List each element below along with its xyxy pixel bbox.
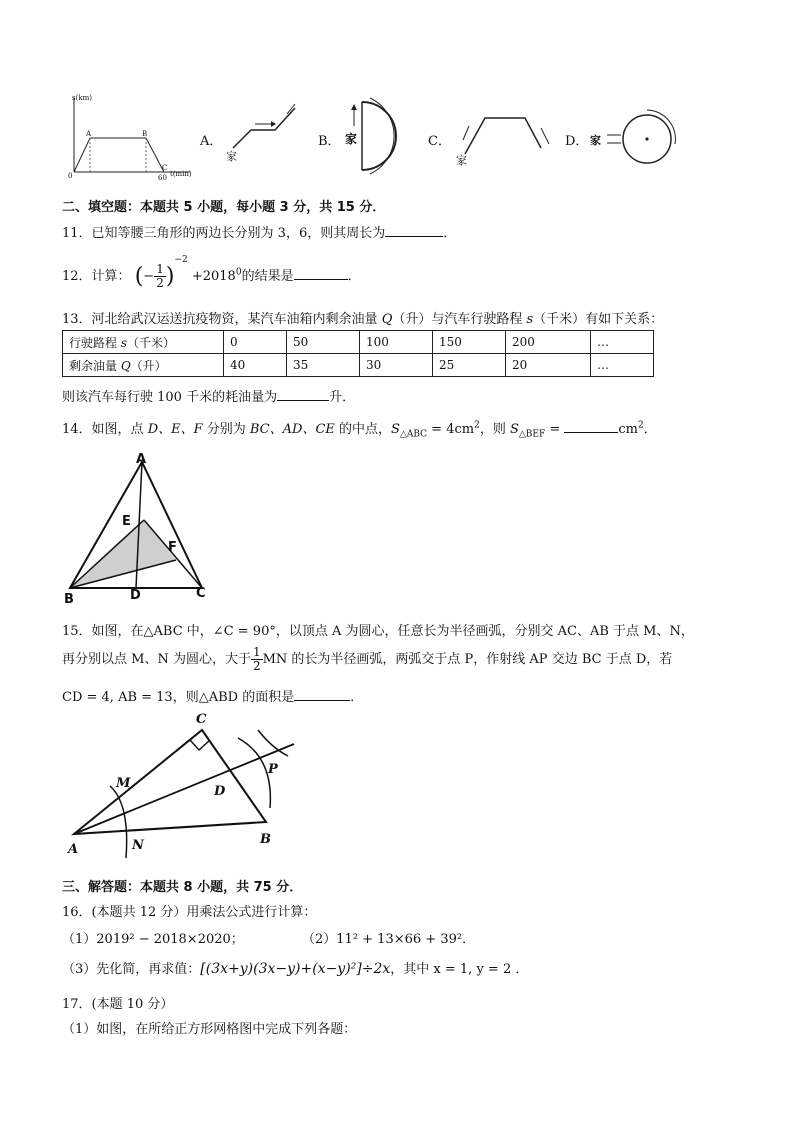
- question-12: 12．计算： (− $\frac{1}{2}$ )$^{-2} +2018^0$的结果是 ．: [62, 255, 361, 290]
- q14-label-f: F: [168, 540, 177, 555]
- option-d-circle-figure: [605, 108, 685, 170]
- section-3-heading: 三、解答题：本题共 8 小题，共 75 分．: [62, 880, 303, 895]
- q15-label-m: M: [116, 776, 131, 791]
- q16-expression: [(3x+y)(3x−y)+(x−y)²]÷2x: [200, 961, 391, 977]
- q15-answer-blank[interactable]: [294, 688, 350, 701]
- q13-text-c: （千米）有如下关系：: [533, 312, 664, 327]
- graph-y-label: s(km): [72, 94, 92, 102]
- q15-fraction: $\frac{1}{2}$: [252, 645, 261, 673]
- table-cell: 0: [224, 331, 287, 354]
- question-16-title: 16．(本题共 12 分）用乘法公式进行计算：: [62, 905, 317, 920]
- q14-label-e: E: [122, 514, 131, 529]
- q11-text: 11．已知等腰三角形的两边长分别为 3，6，则其周长为: [62, 226, 386, 241]
- q12-end: ．: [347, 269, 361, 284]
- table-cell: 30: [360, 354, 433, 377]
- q13-var-s: s: [526, 312, 534, 327]
- table-cell: 100: [360, 331, 433, 354]
- table-row: [63, 354, 654, 377]
- question-16-part1: （1）2019² − 2018×2020；: [62, 932, 244, 947]
- question-17-title: 17．(本题 10 分）: [62, 997, 174, 1012]
- table-cell: 行驶路程 s（千米）: [63, 331, 224, 354]
- table-cell: 150: [433, 331, 506, 354]
- option-b-label: B．: [318, 134, 341, 149]
- option-c-path-figure: [455, 110, 555, 160]
- q12-prefix: 12．计算：: [62, 269, 131, 284]
- option-d-home: 家: [590, 134, 601, 147]
- option-b-home: 家: [345, 132, 358, 146]
- q12-minus: −: [143, 269, 155, 284]
- q14-label-b: B: [64, 592, 74, 607]
- question-13: [62, 308, 663, 327]
- table-cell: 40: [224, 354, 287, 377]
- table-cell: …: [591, 354, 654, 377]
- question-15-line1: 15．如图，在△ABC 中，∠C = 90°，以顶点 A 为圆心，任意长为半径画弧，分别交 AC、AB 于点 M、N，: [62, 624, 694, 639]
- q13-answer-blank[interactable]: [277, 388, 329, 401]
- option-d-label: D．: [565, 134, 589, 149]
- q14-label-c: C: [196, 586, 206, 601]
- option-a-home: 家: [226, 150, 237, 163]
- q13-table: [62, 330, 654, 377]
- q12-exponent: −2: [174, 255, 188, 265]
- question-16-part2: （2）11² + 13×66 + 39²．: [302, 932, 476, 947]
- question-17-part1: （1）如图，在所给正方形网格图中完成下列各题：: [62, 1022, 357, 1037]
- option-a-path-figure: [225, 100, 305, 160]
- graph-x-label: t(min): [170, 170, 192, 178]
- q15-label-p: P: [268, 762, 278, 777]
- q11-end: ．: [443, 226, 457, 241]
- option-a-label: A．: [200, 134, 223, 149]
- question-16-part3: （3）先化简，再求值：[(3x+y)(3x−y)+(x−y)²]÷2x，其中 x = 1, y = 2 ．: [62, 961, 529, 977]
- table-cell: …: [591, 331, 654, 354]
- section-2-heading: 二、填空题：本题共 5 小题，每小题 3 分，共 15 分．: [62, 200, 386, 215]
- graph-point-a: A: [86, 130, 92, 138]
- q13-followup: [62, 386, 355, 405]
- question-14: 14．如图，点 D、E、F 分别为 BC、AD、CE 的中点，$S_{\triangle ABC} = 4cm^2$，则 $S_{\triangle BEF} = cm^2$．: [62, 420, 657, 440]
- table-cell: 35: [287, 354, 360, 377]
- graph-origin: 0: [68, 172, 73, 180]
- q14-label-a: A: [136, 452, 147, 467]
- q12-suffix: 的结果是: [241, 269, 294, 284]
- question-15-line2: 再分别以点 M、N 为圆心，大于 $\frac{1}{2}$ MN 的长为半径画弧，两弧交于点 P，作射线 AP 交边 BC 于点 D，若: [62, 645, 673, 673]
- q15-construction-figure: [62, 708, 312, 858]
- q15-label-b: B: [260, 832, 271, 847]
- table-cell: 20: [506, 354, 591, 377]
- q13-follow-text: 则该汽车每行驶 100 千米的耗油量为: [62, 390, 278, 405]
- table-cell: 50: [287, 331, 360, 354]
- q15-label-c: C: [196, 712, 207, 727]
- q13-text-a: 13．河北给武汉运送抗疫物资，某汽车油箱内剩余油量: [62, 312, 382, 327]
- q12-answer-blank[interactable]: [294, 267, 348, 280]
- question-11: [62, 222, 456, 241]
- q14-answer-blank[interactable]: [564, 420, 618, 433]
- graph-x-tick: 60: [158, 174, 167, 182]
- q13-var-q: Q: [381, 312, 393, 327]
- graph-point-c: C: [162, 164, 168, 172]
- q15-label-n: N: [132, 838, 144, 853]
- table-cell: 剩余油量 Q（升）: [63, 354, 224, 377]
- graph-point-b: B: [142, 130, 148, 138]
- table-cell: 25: [433, 354, 506, 377]
- q13-text-b: （升）与汽车行驶路程: [392, 312, 527, 327]
- q15-label-a: A: [68, 842, 79, 857]
- q12-exponent-zero: 0: [235, 267, 242, 278]
- option-c-home: 家: [456, 154, 467, 167]
- q14-label-d: D: [130, 588, 141, 603]
- q11-answer-blank[interactable]: [385, 224, 443, 237]
- table-row: [63, 331, 654, 354]
- q12-fraction: $\frac{1}{2}$: [156, 262, 164, 290]
- q12-plus-term: +2018: [191, 269, 236, 284]
- option-c-label: C．: [428, 134, 451, 149]
- q13-unit: 升．: [329, 390, 356, 405]
- question-15-line3: CD = 4, AB = 13，则△ABD 的面积是 ．: [62, 690, 364, 705]
- table-cell: 200: [506, 331, 591, 354]
- q15-label-d: D: [214, 784, 226, 799]
